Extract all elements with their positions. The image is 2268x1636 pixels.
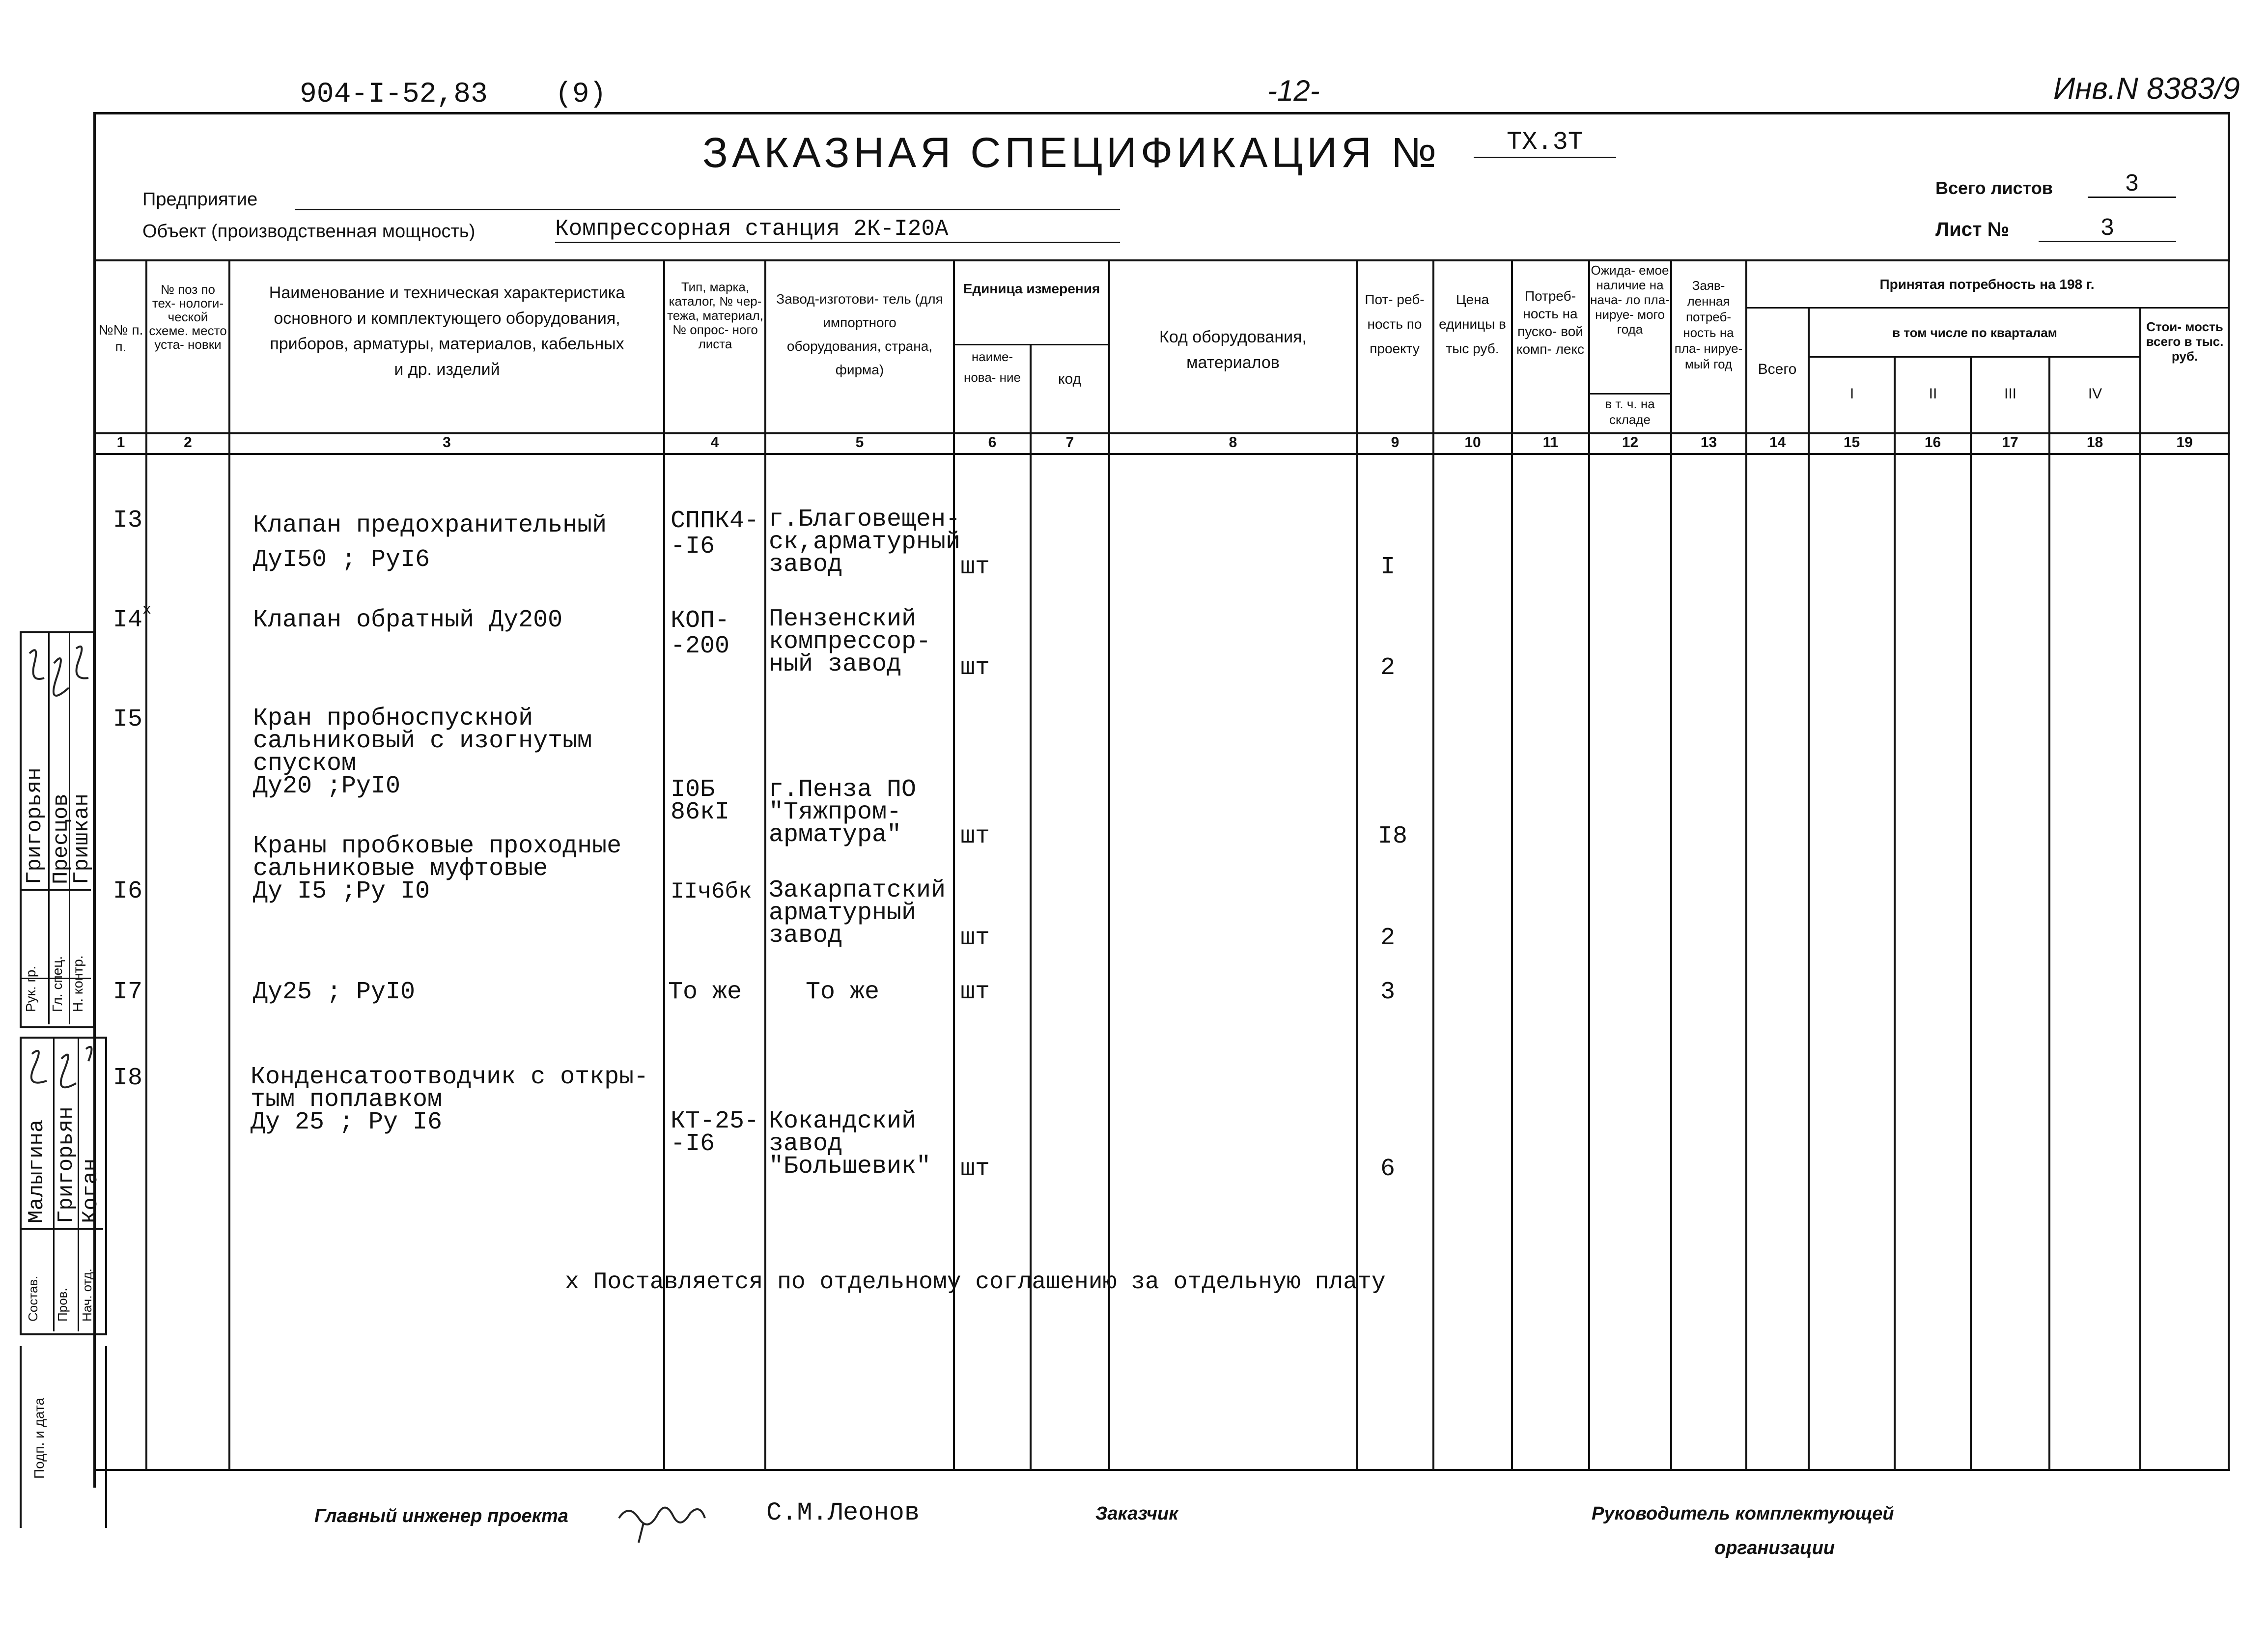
colnum-13: 13 bbox=[1700, 434, 1717, 451]
colnum-3: 3 bbox=[443, 434, 451, 451]
header-q3: III bbox=[2004, 386, 2016, 402]
row-name: Кран пробноспускной сальниковый с изогнутым спуском Ду20 ;РуI0 bbox=[253, 705, 592, 800]
row-name: Клапан обратный Ду200 bbox=[253, 606, 563, 634]
stamp-name: Малыгина bbox=[25, 1119, 49, 1223]
header-col-13: Заяв- ленная потреб- ность на пла- нируе- мый год bbox=[1674, 278, 1743, 371]
row-unit: шт bbox=[960, 1155, 990, 1183]
unit-subheader-line bbox=[953, 344, 1110, 345]
row-type: КТ-25- -I6 bbox=[671, 1107, 759, 1158]
header-col-14: Всего bbox=[1758, 361, 1797, 377]
header-col-3: Наименование и техническая характеристика основного и комплектующего оборудования, приборов, арматуры, материалов, кабельных и др. изделий bbox=[269, 283, 625, 379]
chief-engineer-signature bbox=[614, 1489, 752, 1543]
column-numbers-bottom-line bbox=[93, 453, 2230, 455]
colnum-19: 19 bbox=[2176, 434, 2193, 451]
row-name: Ду25 ; РуI0 bbox=[253, 978, 416, 1006]
header-q4: IV bbox=[2088, 386, 2102, 402]
row-unit: шт bbox=[960, 654, 990, 682]
header-col-4: Тип, марка, каталог, № чер- тежа, материал, № опрос- ного листа bbox=[667, 280, 763, 351]
col-line-14 bbox=[1808, 307, 1810, 1469]
enterprise-value bbox=[295, 189, 1120, 210]
handwritten-signatures-upper bbox=[20, 634, 93, 889]
handwritten-signatures-lower bbox=[20, 1039, 103, 1226]
object-value: Компрессорная станция 2К-I20А bbox=[555, 216, 1120, 243]
chief-engineer-label: Главный инженер проекта bbox=[314, 1506, 568, 1526]
row-maker: Закарпатский арматурный завод bbox=[769, 876, 946, 950]
stamp-role: Н. контр. bbox=[70, 955, 85, 1012]
row-pos: I7 bbox=[113, 978, 143, 1006]
sheet-label: Лист № bbox=[1935, 219, 2010, 240]
row-pos: I8 bbox=[113, 1064, 143, 1092]
header-col-6: наиме- нова- ние bbox=[963, 349, 1021, 385]
footnote: x Поставляется по отдельному соглашению за отдельную плату bbox=[565, 1269, 1386, 1296]
row-pos: I4 bbox=[113, 606, 143, 634]
row-maker: г.Благовещен- ск,арматурный завод bbox=[769, 506, 961, 579]
row-pos: I3 bbox=[113, 507, 143, 535]
stamp-name: Григорьян bbox=[23, 767, 47, 884]
stock-subheader-line bbox=[1589, 393, 1670, 395]
inventory-number: Инв.N 8383/9 bbox=[2053, 72, 2240, 106]
stamp-role: Нач. отд. bbox=[80, 1269, 94, 1322]
table-top-line bbox=[93, 259, 2230, 261]
quarter-subheader-line bbox=[1808, 356, 2139, 358]
page-title: ЗАКАЗНАЯ СПЕЦИФИКАЦИЯ № bbox=[702, 129, 1441, 176]
row-note-mark: x bbox=[142, 602, 152, 619]
header-col-10: Цена единицы в тыс руб. bbox=[1439, 292, 1506, 356]
col-line-19 bbox=[2228, 259, 2230, 1469]
customer-label: Заказчик bbox=[1095, 1503, 1178, 1524]
header-q2: II bbox=[1929, 386, 1937, 402]
col-line-16 bbox=[1970, 356, 1972, 1469]
colnum-9: 9 bbox=[1391, 434, 1400, 451]
header-q1: I bbox=[1849, 386, 1854, 402]
colnum-10: 10 bbox=[1464, 434, 1481, 451]
row-type: КОП- -200 bbox=[671, 607, 730, 660]
row-maker: То же bbox=[806, 978, 880, 1006]
row-unit: шт bbox=[960, 553, 990, 581]
col-line-6 bbox=[1030, 344, 1032, 1469]
object-label: Объект (производственная мощность) bbox=[142, 221, 476, 242]
colnum-18: 18 bbox=[2086, 434, 2103, 451]
colnum-12: 12 bbox=[1622, 434, 1639, 451]
accepted-subheader-line bbox=[1746, 307, 2228, 309]
row-type: То же bbox=[668, 978, 742, 1006]
header-accepted-group: Принятая потребность на 198 г. bbox=[1879, 277, 2095, 292]
row-type: I0Б 86кI bbox=[671, 776, 730, 826]
row-unit: шт bbox=[960, 822, 990, 850]
stamp-name: Григорьян bbox=[54, 1106, 79, 1223]
sign-date-label: Подп. и дата bbox=[31, 1398, 47, 1479]
colnum-4: 4 bbox=[710, 434, 719, 451]
row-qty: 6 bbox=[1380, 1155, 1396, 1183]
colnum-6: 6 bbox=[988, 434, 997, 451]
row-unit: шт bbox=[960, 924, 990, 952]
row-name: Клапан предохранительный ДуI50 ; РуI6 bbox=[253, 511, 607, 574]
colnum-16: 16 bbox=[1924, 434, 1941, 451]
colnum-5: 5 bbox=[855, 434, 864, 451]
colnum-17: 17 bbox=[2002, 434, 2018, 451]
col-line-15 bbox=[1894, 356, 1896, 1469]
document-code: 904-I-52,83 bbox=[300, 79, 488, 111]
row-maker: г.Пенза ПО "Тяжпром- арматура" bbox=[769, 776, 917, 849]
row-type: СППК4- -I6 bbox=[671, 507, 759, 561]
header-col-5: Завод-изготови- тель (для импортного оборудования, страна, фирма) bbox=[776, 291, 943, 377]
frame-right bbox=[2228, 112, 2230, 262]
supplier-org-label: организации bbox=[1714, 1538, 1835, 1558]
colnum-14: 14 bbox=[1769, 434, 1786, 451]
stamp-role: Состав. bbox=[26, 1275, 40, 1322]
stamp-name: Гришкан bbox=[70, 793, 94, 884]
colnum-15: 15 bbox=[1843, 434, 1860, 451]
table-bottom-line bbox=[93, 1469, 2230, 1471]
row-qty: 3 bbox=[1380, 978, 1396, 1006]
page-number: -12- bbox=[1267, 74, 1320, 107]
row-maker: Кокандский завод "Большевик" bbox=[769, 1107, 931, 1181]
header-col-1: №№ п. п. bbox=[98, 322, 143, 354]
header-col-8: Код оборудования, материалов bbox=[1159, 328, 1307, 372]
total-sheets-value: 3 bbox=[2088, 169, 2176, 198]
colnum-7: 7 bbox=[1065, 434, 1074, 451]
enterprise-label: Предприятие bbox=[142, 189, 258, 210]
stamp-name: Коган bbox=[79, 1158, 103, 1223]
supplier-head-label: Руководитель комплектующей bbox=[1592, 1503, 1894, 1524]
row-name: Конденсатоотводчик с откры- тым поплавком Ду 25 ; Ру I6 bbox=[251, 1063, 649, 1136]
header-col-7: код bbox=[1058, 371, 1081, 387]
row-unit: шт bbox=[960, 978, 990, 1006]
total-sheets-label: Всего листов bbox=[1935, 178, 2053, 198]
colnum-8: 8 bbox=[1229, 434, 1237, 451]
header-col-12: Ожида- емое наличие на нача- ло пла- нируе- мого года bbox=[1590, 263, 1670, 337]
spec-number: ТХ.3Т bbox=[1474, 128, 1616, 158]
stamp-role: Рук. гр. bbox=[23, 965, 38, 1012]
header-col-9: Пот- реб- ность по проекту bbox=[1365, 292, 1425, 356]
col-line-17 bbox=[2048, 356, 2050, 1469]
section-number: (9) bbox=[555, 79, 607, 111]
col-line-18 bbox=[2139, 307, 2141, 1469]
header-col-19: Стои- мость всего в тыс. руб. bbox=[2146, 319, 2224, 364]
row-maker: Пензенский компрессор- ный завод bbox=[769, 605, 931, 678]
stamp-role: Гл. спец. bbox=[50, 956, 65, 1012]
row-qty: 2 bbox=[1380, 924, 1396, 952]
colnum-11: 11 bbox=[1542, 434, 1559, 451]
row-name: Краны пробковые проходные сальниковые муфтовые Ду I5 ;Ру I0 bbox=[253, 832, 622, 905]
header-unit-group: Единица измерения bbox=[963, 281, 1100, 296]
row-qty: 2 bbox=[1380, 654, 1396, 682]
chief-engineer-name: С.М.Леонов bbox=[766, 1498, 920, 1527]
row-qty: I8 bbox=[1378, 822, 1408, 850]
frame-top bbox=[93, 112, 2230, 114]
row-type: IIч6бк bbox=[671, 879, 752, 904]
colnum-2: 2 bbox=[184, 434, 192, 451]
row-pos: I5 bbox=[113, 705, 143, 733]
sheet-value: 3 bbox=[2039, 214, 2176, 242]
header-quarters-group: в том числе по кварталам bbox=[1892, 325, 2057, 340]
stamp-name: Пресцов bbox=[49, 793, 74, 884]
row-pos: I6 bbox=[113, 877, 143, 905]
header-col-11: Потреб- ность на пуско- вой комп- лекс bbox=[1516, 288, 1585, 357]
header-col-2: № поз по тех- нологи- ческой схеме. место уста- новки bbox=[149, 282, 227, 352]
row-qty: I bbox=[1380, 553, 1396, 581]
colnum-1: 1 bbox=[116, 434, 125, 451]
stamp-role: Пров. bbox=[55, 1288, 70, 1322]
header-col-12-stock: в т. ч. на складе bbox=[1605, 396, 1655, 427]
